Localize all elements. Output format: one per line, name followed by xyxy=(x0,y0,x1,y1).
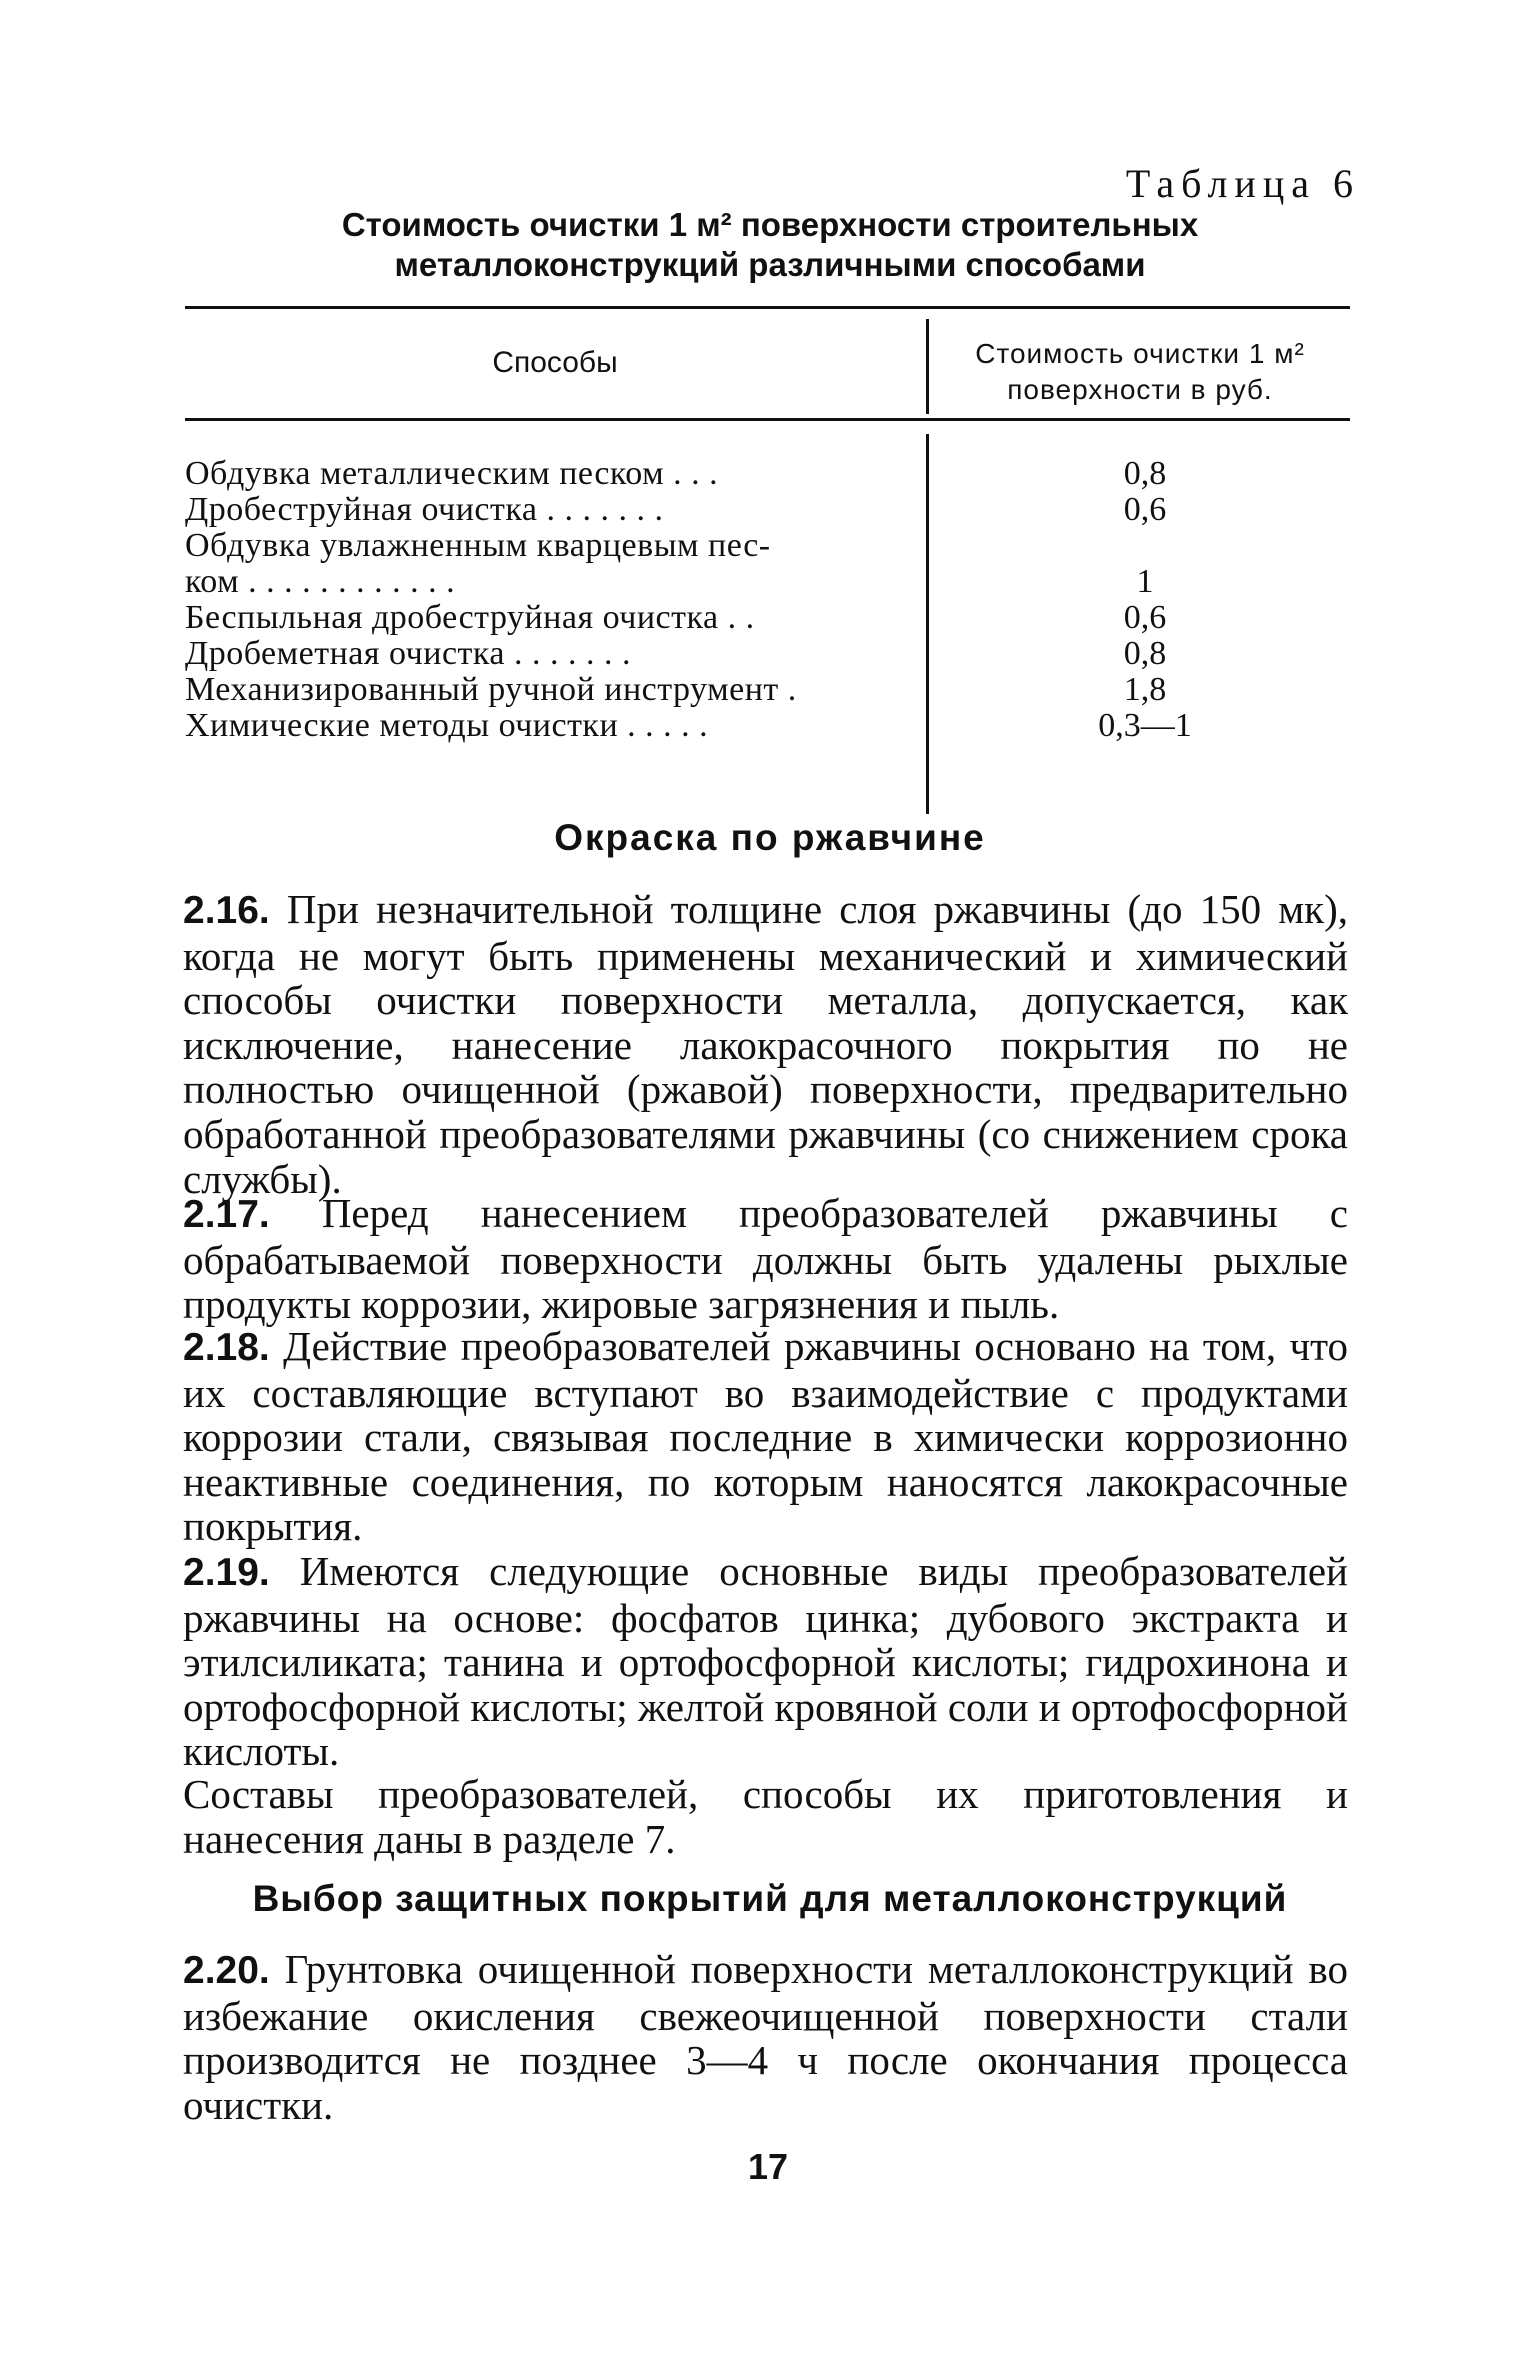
paragraph-number: 2.19. xyxy=(183,1551,270,1594)
column-header-cost-line1: Стоимость очистки 1 м² xyxy=(975,338,1305,369)
cost-table xyxy=(185,306,1350,816)
method-cost: 0,8 xyxy=(1123,455,1167,492)
paragraph-text: Имеются следующие основные виды преобразователей ржавчины на основе: фосфатов цинка; дубового экстракта и этилсиликата; танина и ортофосфорной кислоты; гидрохинона и ортофосфорной кислоты; желтой кровяной соли и ортофосфорной кислоты. xyxy=(183,1548,1348,1775)
table-row xyxy=(185,492,1350,528)
paragraph-2-18 xyxy=(183,1324,1348,1549)
table-row xyxy=(185,528,1350,564)
paragraph-text: Грунтовка очищенной поверхности металлоконструкций во избежание окисления свежеочищенной поверхности стали производится не позднее 3—4 ч после окончания процесса очистки. xyxy=(183,1946,1349,2128)
table-row xyxy=(185,672,1350,708)
paragraph-text: Составы преобразователей, способы их приготовления и нанесения даны в разделе 7. xyxy=(183,1771,1348,1862)
section-title-coating-selection: Выбор защитных покрытий для металлоконструкций xyxy=(252,1878,1288,1919)
paragraph-number: 2.16. xyxy=(183,889,270,932)
paragraph-2-19 xyxy=(183,1549,1348,1774)
page-number: 17 xyxy=(747,2146,789,2187)
method-name: Дробеструйная очистка . . . . . . . xyxy=(185,492,664,528)
paragraph-text: Действие преобразователей ржавчины основано на том, что их составляющие вступают во взаимодействие с продуктами коррозии стали, связывая последние в химически коррозионно неактивные соединения, по которым наносятся лакокрасочные покрытия. xyxy=(183,1323,1349,1550)
table-body xyxy=(185,456,1350,744)
column-header-cost-line2: поверхности в руб. xyxy=(1007,374,1273,405)
method-name: Обдувка металлическим песком . . . xyxy=(185,456,719,492)
method-name: Дробеметная очистка . . . . . . . xyxy=(185,636,631,672)
method-cost: 0,3—1 xyxy=(1098,707,1192,744)
method-cost: 0,6 xyxy=(1123,599,1167,636)
method-name: Химические методы очистки . . . . . xyxy=(185,708,709,744)
column-header-cost xyxy=(930,336,1350,408)
table-header-rule xyxy=(185,418,1350,421)
table-top-rule xyxy=(185,306,1350,309)
paragraph-number: 2.20. xyxy=(183,1949,270,1992)
method-name: Обдувка увлажненным кварцевым пес- xyxy=(185,528,771,564)
table-row xyxy=(185,456,1350,492)
method-cost: 0,6 xyxy=(1123,491,1167,528)
method-name: Беспыльная дробеструйная очистка . . xyxy=(185,600,755,636)
method-cost: 0,8 xyxy=(1123,635,1167,672)
paragraph-2-16 xyxy=(183,887,1348,1201)
paragraph-2-20 xyxy=(183,1947,1348,2127)
method-name: ком . . . . . . . . . . . . xyxy=(185,564,456,600)
section-title-rust-painting: Окраска по ржавчине xyxy=(554,817,986,858)
table-caption-line1: Стоимость очистки 1 м² поверхности строительных xyxy=(341,206,1199,243)
paragraph-2-17 xyxy=(183,1191,1348,1327)
method-name: Механизированный ручной инструмент . xyxy=(185,672,797,708)
paragraph-number: 2.18. xyxy=(183,1326,270,1369)
table-row xyxy=(185,708,1350,744)
column-header-methods: Способы xyxy=(492,346,618,379)
table-caption xyxy=(180,205,1360,285)
method-cost: 1 xyxy=(1136,563,1154,600)
method-cost: 1,8 xyxy=(1123,671,1167,708)
paragraph-text: При незначительной толщине слоя ржавчины (до 150 мк), когда не могут быть применены механический и химический способы очистки поверхности металла, допускается, как исключение, нанесение лакокрасочного покрытия по не полностью очищенной (ржавой) поверхности, предварительно обработанной преобразователями ржавчины (со снижением срока службы). xyxy=(183,886,1348,1202)
table-caption-line2: металлоконструкций различными способами xyxy=(394,246,1146,283)
table-row xyxy=(185,600,1350,636)
table-header-divider xyxy=(926,319,929,414)
table-row xyxy=(185,564,1350,600)
table-label: Таблица 6 xyxy=(1125,161,1360,206)
paragraph-compositions xyxy=(183,1772,1348,1861)
paragraph-number: 2.17. xyxy=(183,1193,270,1236)
paragraph-text: Перед нанесением преобразователей ржавчины с обрабатываемой поверхности должны быть удалены рыхлые продукты коррозии, жировые загрязнения и пыль. xyxy=(183,1190,1348,1328)
table-row xyxy=(185,636,1350,672)
